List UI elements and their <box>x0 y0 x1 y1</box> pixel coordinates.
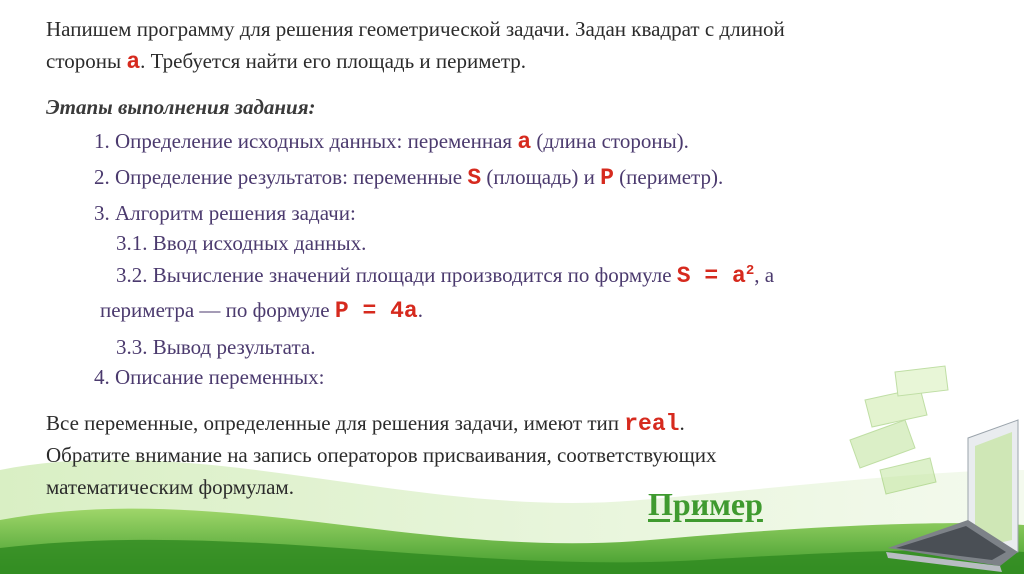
envelope-icon <box>850 366 948 494</box>
note-line-2: Обратите внимание на запись операторов присваивания, соответствующих <box>46 443 717 467</box>
perimeter-formula: P = 4a <box>334 298 418 324</box>
type-real: real <box>624 411 680 437</box>
intro-line-2 <box>46 46 526 77</box>
note-line-1-end: . <box>679 411 685 435</box>
note-line-1-text: Все переменные, определенные для решения задачи, имеют тип <box>46 411 625 435</box>
step-1-end: (длина стороны). <box>531 129 689 153</box>
intro-line-1: Напишем программу для решения геометрической задачи. Задан квадрат с длиной <box>46 17 785 41</box>
step-3-3: 3.3. Вывод результата. <box>116 335 316 359</box>
step-1 <box>94 126 689 157</box>
variable-p: P <box>600 165 614 191</box>
step-3: 3. Алгоритм решения задачи: <box>94 201 356 225</box>
step-4: 4. Описание переменных: <box>94 365 325 389</box>
step-3-2b-end: . <box>417 298 423 322</box>
variable-s: S <box>467 165 482 191</box>
step-3-2 <box>116 260 774 291</box>
intro-line-2-start: стороны <box>46 49 127 73</box>
step-3-1: 3.1. Ввод исходных данных. <box>116 231 367 255</box>
stages-heading: Этапы выполнения задания: <box>46 95 316 119</box>
example-link[interactable]: Пример <box>648 486 763 522</box>
step-2-mid: (площадь) и <box>481 165 601 189</box>
step-1-text: 1. Определение исходных данных: переменная <box>94 129 518 153</box>
area-formula: S = a <box>676 263 746 289</box>
note-line-1 <box>46 408 685 439</box>
step-2-end: (периметр). <box>613 165 724 189</box>
variable-a: a <box>517 129 532 155</box>
step-3-2-continued <box>100 295 423 326</box>
step-2 <box>94 162 723 193</box>
step-3-2-text: 3.2. Вычисление значений площади производится по формуле <box>116 263 677 287</box>
step-3-2-end: , а <box>754 263 775 287</box>
note-line-3: математическим формулам. <box>46 475 294 499</box>
area-formula-exponent: 2 <box>745 263 755 279</box>
variable-a: a <box>126 49 141 75</box>
step-3-2b-text: периметра — по формуле <box>100 298 335 322</box>
intro-line-2-end: . Требуется найти его площадь и периметр. <box>140 49 527 73</box>
step-2-text: 2. Определение результатов: переменные <box>94 165 468 189</box>
